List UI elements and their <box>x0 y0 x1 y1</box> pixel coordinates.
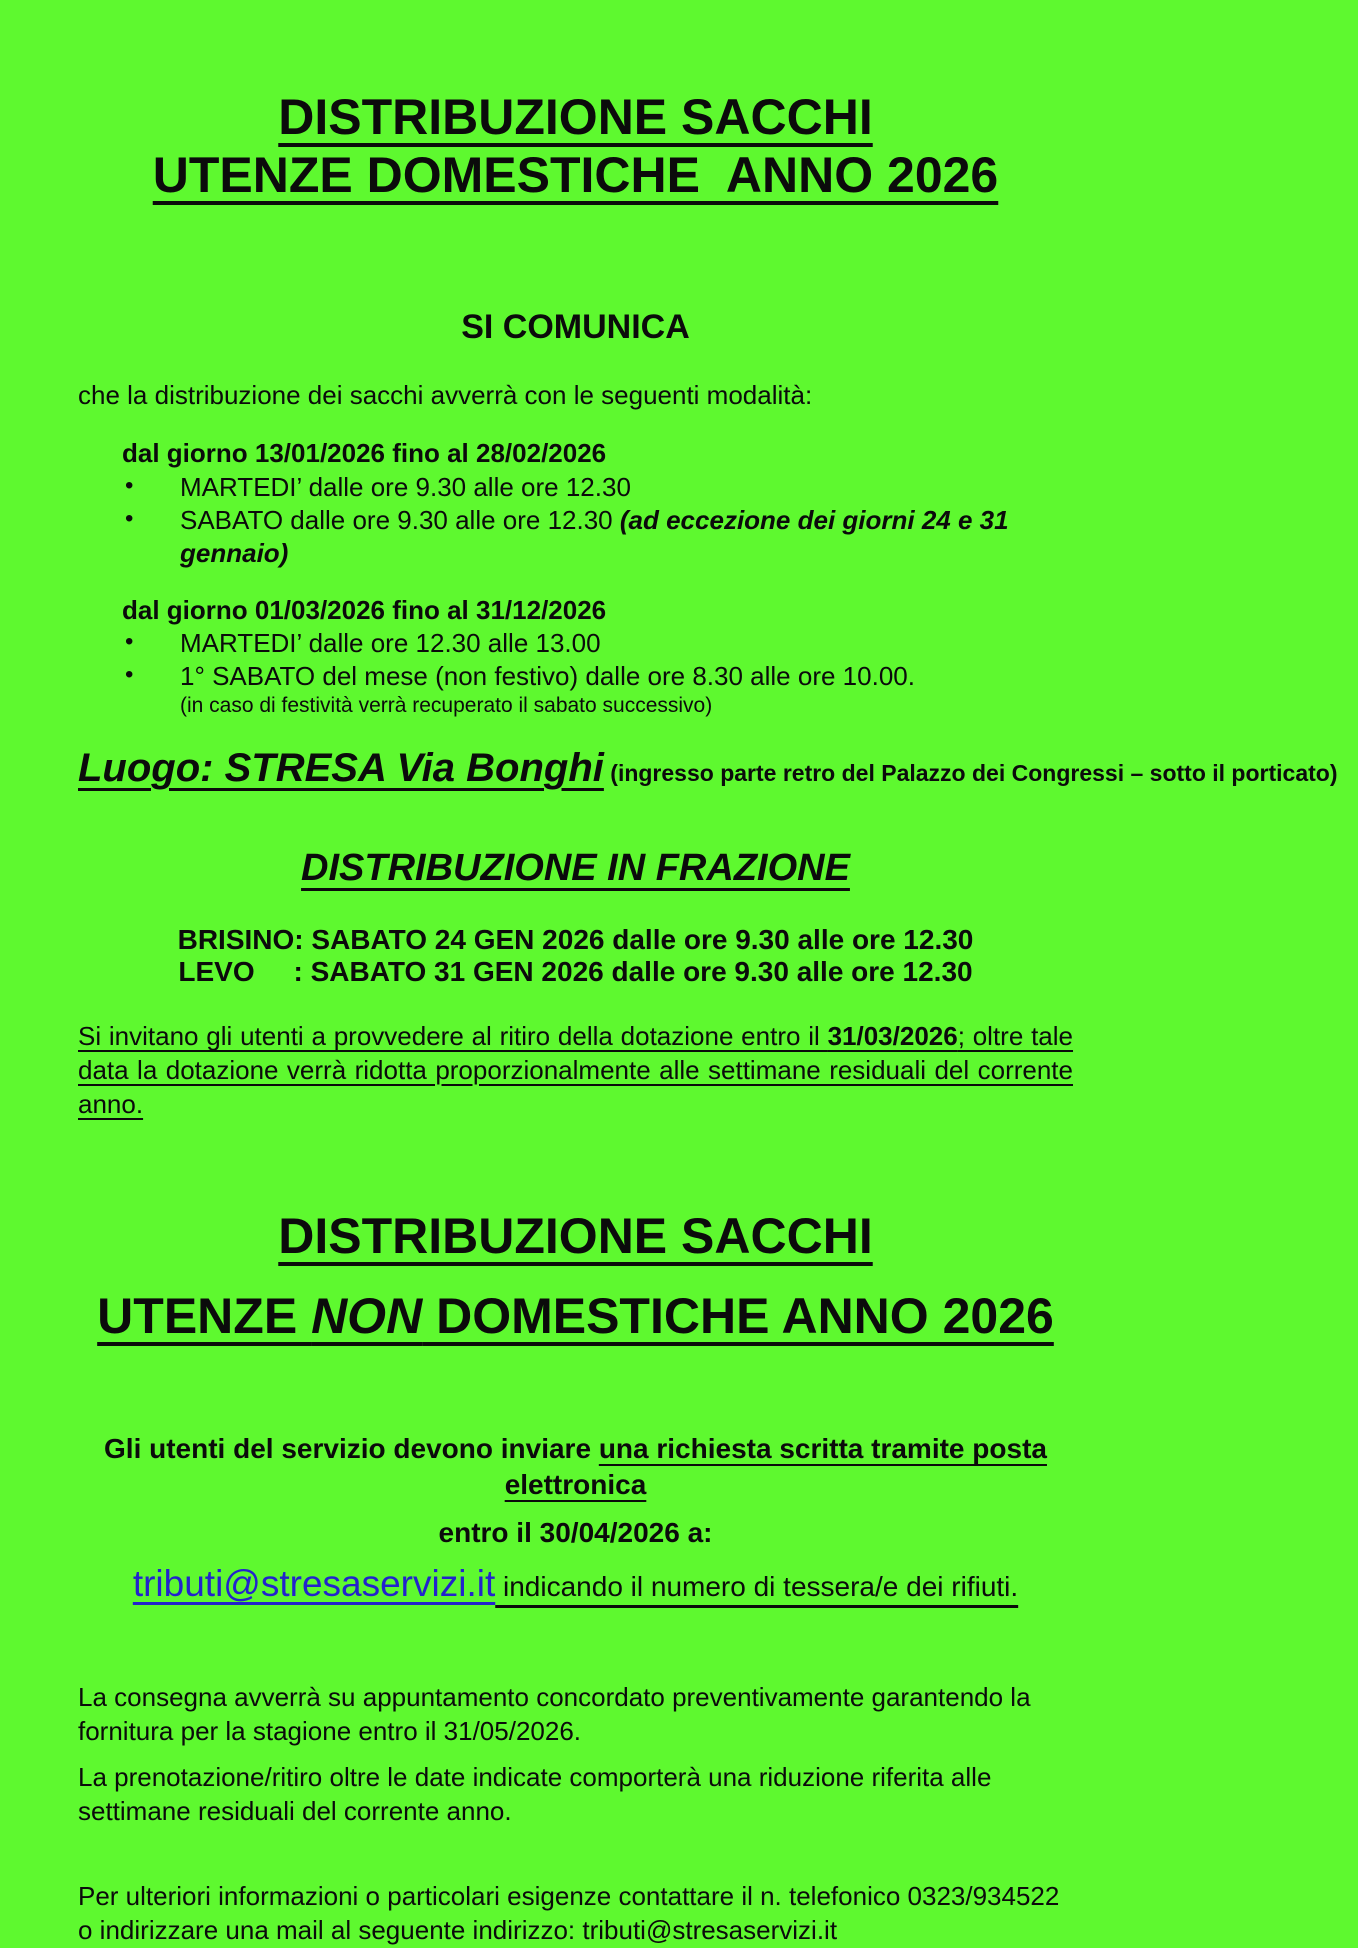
bullet-icon: • <box>125 504 134 532</box>
period-2-bullet-2 <box>122 660 1073 693</box>
frazione-row-levo: LEVO : SABATO 31 GEN 2026 dalle ore 9.30 alle ore 12.30 <box>178 955 973 987</box>
frazione-heading-text: DISTRIBUZIONE IN FRAZIONE <box>301 846 850 889</box>
bullet-icon: • <box>125 628 134 656</box>
bullet-icon: • <box>125 471 134 499</box>
reduction-paragraph: La prenotazione/ritiro oltre le date indicate comporterà una riduzione riferita alle settimane residuali del corrente anno. <box>78 1761 992 1826</box>
period-2-block <box>122 594 1073 720</box>
title-non-domestiche-line2: UTENZE NON DOMESTICHE ANNO 2026 <box>97 1288 1054 1345</box>
main-title-domestiche <box>78 88 1073 204</box>
notice-deadline: 31/03/2026 <box>827 1021 958 1052</box>
instruction-text: Gli utenti del servizio devono inviare <box>104 1433 599 1465</box>
delivery-paragraph: La consegna avverrà su appuntamento concordato preventivamente garantendo la fornitura per la stagione entro il 31/05/2026. <box>78 1682 1031 1746</box>
period-1-bullet-2-text: SABATO dalle ore 9.30 alle ore 12.30 (ad eccezione dei giorni 24 e 31 gennaio) <box>180 504 1009 568</box>
period-2-bullet-2-text: 1° SABATO del mese (non festivo) dalle ore 8.30 alle ore 10.00. <box>180 661 915 692</box>
notice-text-2: ; oltre tale data la dotazione verrà ridotta proporzionalmente alle settimane residuali del corrente anno. <box>78 1021 1074 1119</box>
frazione-schedule <box>78 924 1073 988</box>
period-1-bullet-2 <box>122 504 1073 570</box>
period-2-bullet-1 <box>122 627 1073 660</box>
period-2-bullet-1-text: MARTEDI’ dalle ore 12.30 alle 13.00 <box>180 628 601 659</box>
period-1-title: dal giorno 13/01/2026 fino al 28/02/2026 <box>122 437 607 468</box>
main-title-non-domestiche <box>78 1207 1073 1345</box>
location-main-text: Luogo: STRESA Via Bonghi <box>78 745 604 790</box>
location-line <box>78 745 1338 791</box>
email-link[interactable]: tributi@stresaservizi.it <box>132 1563 496 1605</box>
period-2-title: dal giorno 01/03/2026 fino al 31/12/2026 <box>122 594 607 625</box>
si-comunica-heading: SI COMUNICA <box>461 308 690 346</box>
period-1-block <box>122 437 1073 570</box>
title-non-domestiche-line1: DISTRIBUZIONE SACCHI <box>278 1208 873 1265</box>
period-1-bullet-1-text: MARTEDI’ dalle ore 9.30 alle ore 12.30 <box>180 471 631 502</box>
ritiro-notice <box>78 1020 1073 1121</box>
frazione-heading <box>78 847 1073 890</box>
location-note-text: (ingresso parte retro del Palazzo dei Congressi – sotto il porticato) <box>603 759 1338 786</box>
title-domestiche-line1: DISTRIBUZIONE SACCHI <box>278 89 873 145</box>
request-instruction <box>78 1431 1073 1503</box>
contact-paragraph: Per ulteriori informazioni o particolari esigenze contattare il n. telefonico 0323/934522 o indirizzare una mail al seguente indirizzo: tributi@stresaservizi.it <box>78 1881 1060 1946</box>
frazione-row-brisino: BRISINO: SABATO 24 GEN 2026 dalle ore 9.30 alle ore 12.30 <box>177 923 974 955</box>
instruction-underlined-text: una richiesta scritta tramite posta elettronica <box>504 1433 1047 1501</box>
non-italic-word: NON <box>311 1288 423 1345</box>
request-deadline-line: entro il 30/04/2026 a: <box>438 1517 713 1549</box>
bullet-icon: • <box>125 661 134 689</box>
email-suffix-text: indicando il numero di tessera/e dei rifiuti. <box>495 1571 1019 1603</box>
intro-paragraph: che la distribuzione dei sacchi avverrà con le seguenti modalità: <box>78 380 813 410</box>
period-1-bullet-2-exception: (ad eccezione dei giorni 24 e 31 gennaio) <box>180 504 1009 568</box>
notice-text-1: Si invitano gli utenti a provvedere al ritiro della dotazione entro il <box>78 1021 828 1052</box>
period-2-festivity-note: (in caso di festività verrà recuperato il sabato successivo) <box>180 694 713 718</box>
title-domestiche-line2: UTENZE DOMESTICHE ANNO 2026 <box>152 147 999 203</box>
flyer-content <box>78 88 1338 1948</box>
period-1-bullet-1 <box>122 471 1073 504</box>
email-line <box>78 1563 1073 1605</box>
